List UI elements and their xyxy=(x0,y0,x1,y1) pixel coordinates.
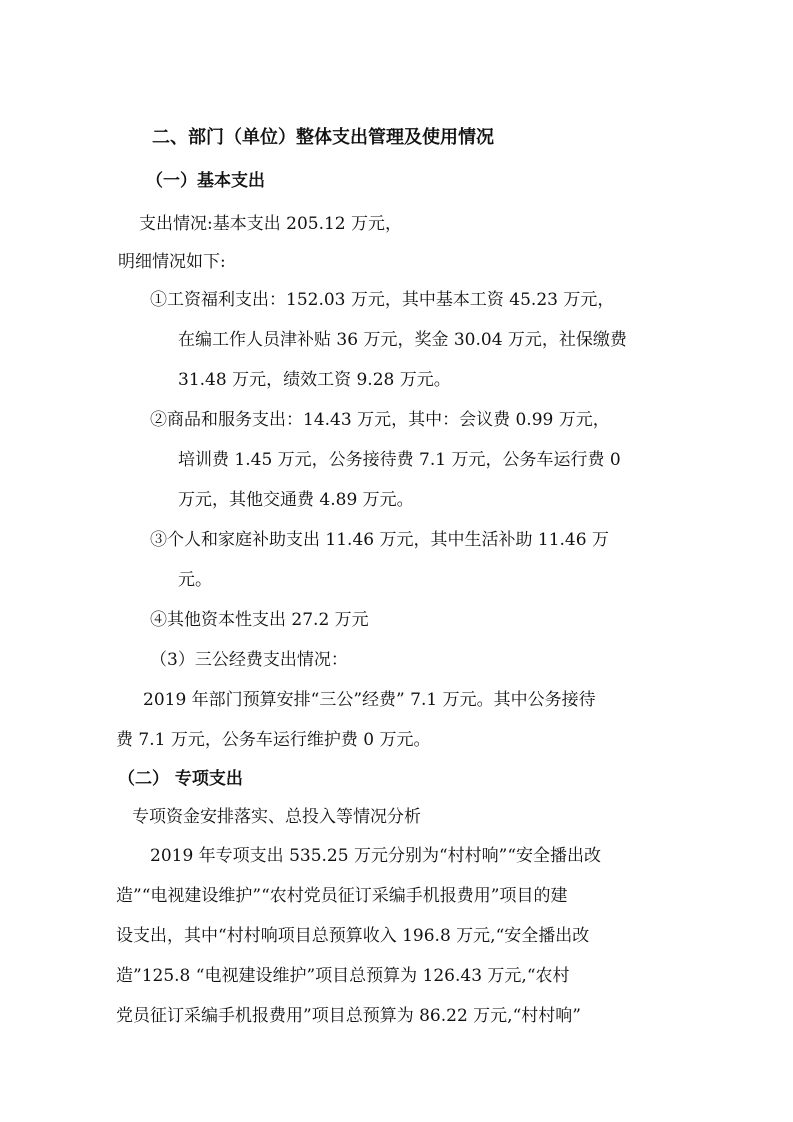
item1-line1: ①工资福利支出：152.03 万元，其中基本工资 45.23 万元， xyxy=(150,290,615,310)
item3-line2: 元。 xyxy=(178,570,212,590)
detail-intro: 明细情况如下: xyxy=(118,252,226,272)
basic-expenditure-heading: （一）基本支出 xyxy=(146,171,265,191)
special-para-line2: 造”“电视建设维护”“农村党员征订采编手机报费用”项目的建 xyxy=(116,886,568,906)
special-subheading: 专项资金安排落实、总投入等情况分析 xyxy=(132,807,421,827)
section-title: 二、部门（单位）整体支出管理及使用情况 xyxy=(152,127,494,148)
special-para-line1: 2019 年专项支出 535.25 万元分别为“村村响”“安全播出改 xyxy=(150,846,602,866)
three-public-heading: （3）三公经费支出情况： xyxy=(150,650,348,670)
special-para-line4: 造”125.8 “电视建设维护”项目总预算为 126.43 万元,“农村 xyxy=(116,966,570,986)
item2-line2: 培训费 1.45 万元，公务接待费 7.1 万元，公务车运行费 0 xyxy=(178,450,621,470)
three-public-line1: 2019 年部门预算安排“三公”经费” 7.1 万元。其中公务接待 xyxy=(143,690,596,710)
basic-summary: 支出情况:基本支出 205.12 万元， xyxy=(139,214,403,234)
three-public-line2: 费 7.1 万元，公务车运行维护费 0 万元。 xyxy=(116,730,431,750)
item2-line1: ②商品和服务支出：14.43 万元，其中：会议费 0.99 万元， xyxy=(150,410,610,430)
special-para-line5: 党员征订采编手机报费用”项目总预算为 86.22 万元,“村村响” xyxy=(116,1006,581,1026)
item3-line1: ③个人和家庭补助支出 11.46 万元，其中生活补助 11.46 万 xyxy=(150,530,609,550)
item1-line3: 31.48 万元，绩效工资 9.28 万元。 xyxy=(178,370,451,390)
item1-line2: 在编工作人员津补贴 36 万元，奖金 30.04 万元，社保缴费 xyxy=(178,330,627,350)
item4-line1: ④其他资本性支出 27.2 万元 xyxy=(150,610,369,630)
special-expenditure-heading: （二） 专项支出 xyxy=(118,769,243,789)
special-para-line3: 设支出，其中“村村响项目总预算收入 196.8 万元,“安全播出改 xyxy=(116,926,590,946)
item2-line3: 万元，其他交通费 4.89 万元。 xyxy=(178,490,414,510)
